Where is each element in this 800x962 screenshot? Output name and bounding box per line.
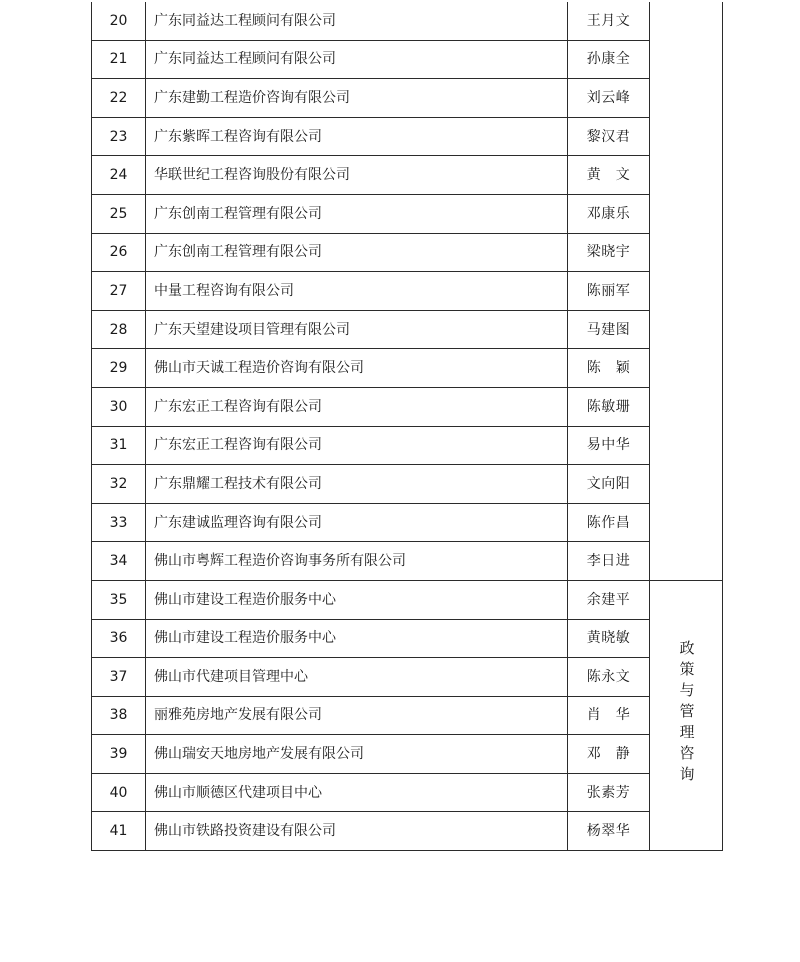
person-name-cell: 陈丽军 xyxy=(568,272,650,311)
person-name-cell: 邓康乐 xyxy=(568,194,650,233)
table-row xyxy=(92,426,723,465)
organization-cell: 广东同益达工程顾问有限公司 xyxy=(146,40,568,79)
organization-cell: 佛山瑞安天地房地产发展有限公司 xyxy=(146,735,568,774)
table-row xyxy=(92,272,723,311)
person-name-cell: 陈 颖 xyxy=(568,349,650,388)
person-name-cell: 黄 文 xyxy=(568,156,650,195)
organization-cell: 佛山市代建项目管理中心 xyxy=(146,658,568,697)
row-number: 25 xyxy=(92,194,146,233)
table-row xyxy=(92,542,723,581)
person-name-cell: 黎汉君 xyxy=(568,117,650,156)
organization-cell: 佛山市天诚工程造价咨询有限公司 xyxy=(146,349,568,388)
person-name-cell: 易中华 xyxy=(568,426,650,465)
organization-cell: 广东创南工程管理有限公司 xyxy=(146,233,568,272)
category-cell-group-b xyxy=(650,580,723,850)
table-body xyxy=(92,2,723,851)
table-row xyxy=(92,79,723,118)
category-label: 政策与管理咨询 xyxy=(677,640,696,788)
person-name-cell: 文向阳 xyxy=(568,465,650,504)
organization-cell: 广东同益达工程顾问有限公司 xyxy=(146,2,568,40)
organization-cell: 广东宏正工程咨询有限公司 xyxy=(146,387,568,426)
row-number: 34 xyxy=(92,542,146,581)
organization-cell: 佛山市顺德区代建项目中心 xyxy=(146,773,568,812)
row-number: 30 xyxy=(92,387,146,426)
table-row xyxy=(92,156,723,195)
row-number: 26 xyxy=(92,233,146,272)
person-name-cell: 陈永文 xyxy=(568,658,650,697)
row-number: 21 xyxy=(92,40,146,79)
table-row xyxy=(92,773,723,812)
row-number: 29 xyxy=(92,349,146,388)
person-name-cell: 刘云峰 xyxy=(568,79,650,118)
organization-cell: 广东天望建设项目管理有限公司 xyxy=(146,310,568,349)
row-number: 38 xyxy=(92,696,146,735)
organization-cell: 佛山市建设工程造价服务中心 xyxy=(146,619,568,658)
organization-cell: 华联世纪工程咨询股份有限公司 xyxy=(146,156,568,195)
person-name-cell: 黄晓敏 xyxy=(568,619,650,658)
table-row xyxy=(92,619,723,658)
row-number: 36 xyxy=(92,619,146,658)
table-row xyxy=(92,812,723,851)
organization-cell: 广东宏正工程咨询有限公司 xyxy=(146,426,568,465)
row-number: 33 xyxy=(92,503,146,542)
table-row xyxy=(92,658,723,697)
person-name-cell: 张素芳 xyxy=(568,773,650,812)
organization-cell: 丽雅苑房地产发展有限公司 xyxy=(146,696,568,735)
table-row xyxy=(92,735,723,774)
person-name-cell: 杨翠华 xyxy=(568,812,650,851)
person-name-cell: 孙康全 xyxy=(568,40,650,79)
organization-cell: 广东创南工程管理有限公司 xyxy=(146,194,568,233)
person-name-cell: 李日进 xyxy=(568,542,650,581)
table-row xyxy=(92,2,723,40)
person-name-cell: 肖 华 xyxy=(568,696,650,735)
row-number: 40 xyxy=(92,773,146,812)
row-number: 37 xyxy=(92,658,146,697)
table-row xyxy=(92,387,723,426)
row-number: 39 xyxy=(92,735,146,774)
organization-cell: 中量工程咨询有限公司 xyxy=(146,272,568,311)
experts-table xyxy=(91,2,723,851)
person-name-cell: 余建平 xyxy=(568,580,650,619)
row-number: 31 xyxy=(92,426,146,465)
person-name-cell: 陈作昌 xyxy=(568,503,650,542)
row-number: 41 xyxy=(92,812,146,851)
table-row xyxy=(92,233,723,272)
person-name-cell: 马建图 xyxy=(568,310,650,349)
table-row xyxy=(92,194,723,233)
organization-cell: 佛山市铁路投资建设有限公司 xyxy=(146,812,568,851)
table-row xyxy=(92,580,723,619)
person-name-cell: 王月文 xyxy=(568,2,650,40)
person-name-cell: 邓 静 xyxy=(568,735,650,774)
table-row xyxy=(92,310,723,349)
table-row xyxy=(92,117,723,156)
table-row xyxy=(92,465,723,504)
row-number: 28 xyxy=(92,310,146,349)
table-row xyxy=(92,696,723,735)
row-number: 23 xyxy=(92,117,146,156)
row-number: 24 xyxy=(92,156,146,195)
row-number: 27 xyxy=(92,272,146,311)
organization-cell: 广东紫晖工程咨询有限公司 xyxy=(146,117,568,156)
organization-cell: 佛山市粤辉工程造价咨询事务所有限公司 xyxy=(146,542,568,581)
row-number: 32 xyxy=(92,465,146,504)
person-name-cell: 陈敏珊 xyxy=(568,387,650,426)
organization-cell: 广东鼎耀工程技术有限公司 xyxy=(146,465,568,504)
table-row xyxy=(92,40,723,79)
row-number: 22 xyxy=(92,79,146,118)
person-name-cell: 梁晓宇 xyxy=(568,233,650,272)
row-number: 35 xyxy=(92,580,146,619)
category-cell-group-a xyxy=(650,2,723,580)
row-number: 20 xyxy=(92,2,146,40)
table-row xyxy=(92,349,723,388)
organization-cell: 广东建诚监理咨询有限公司 xyxy=(146,503,568,542)
organization-cell: 佛山市建设工程造价服务中心 xyxy=(146,580,568,619)
organization-cell: 广东建勤工程造价咨询有限公司 xyxy=(146,79,568,118)
table-row xyxy=(92,503,723,542)
